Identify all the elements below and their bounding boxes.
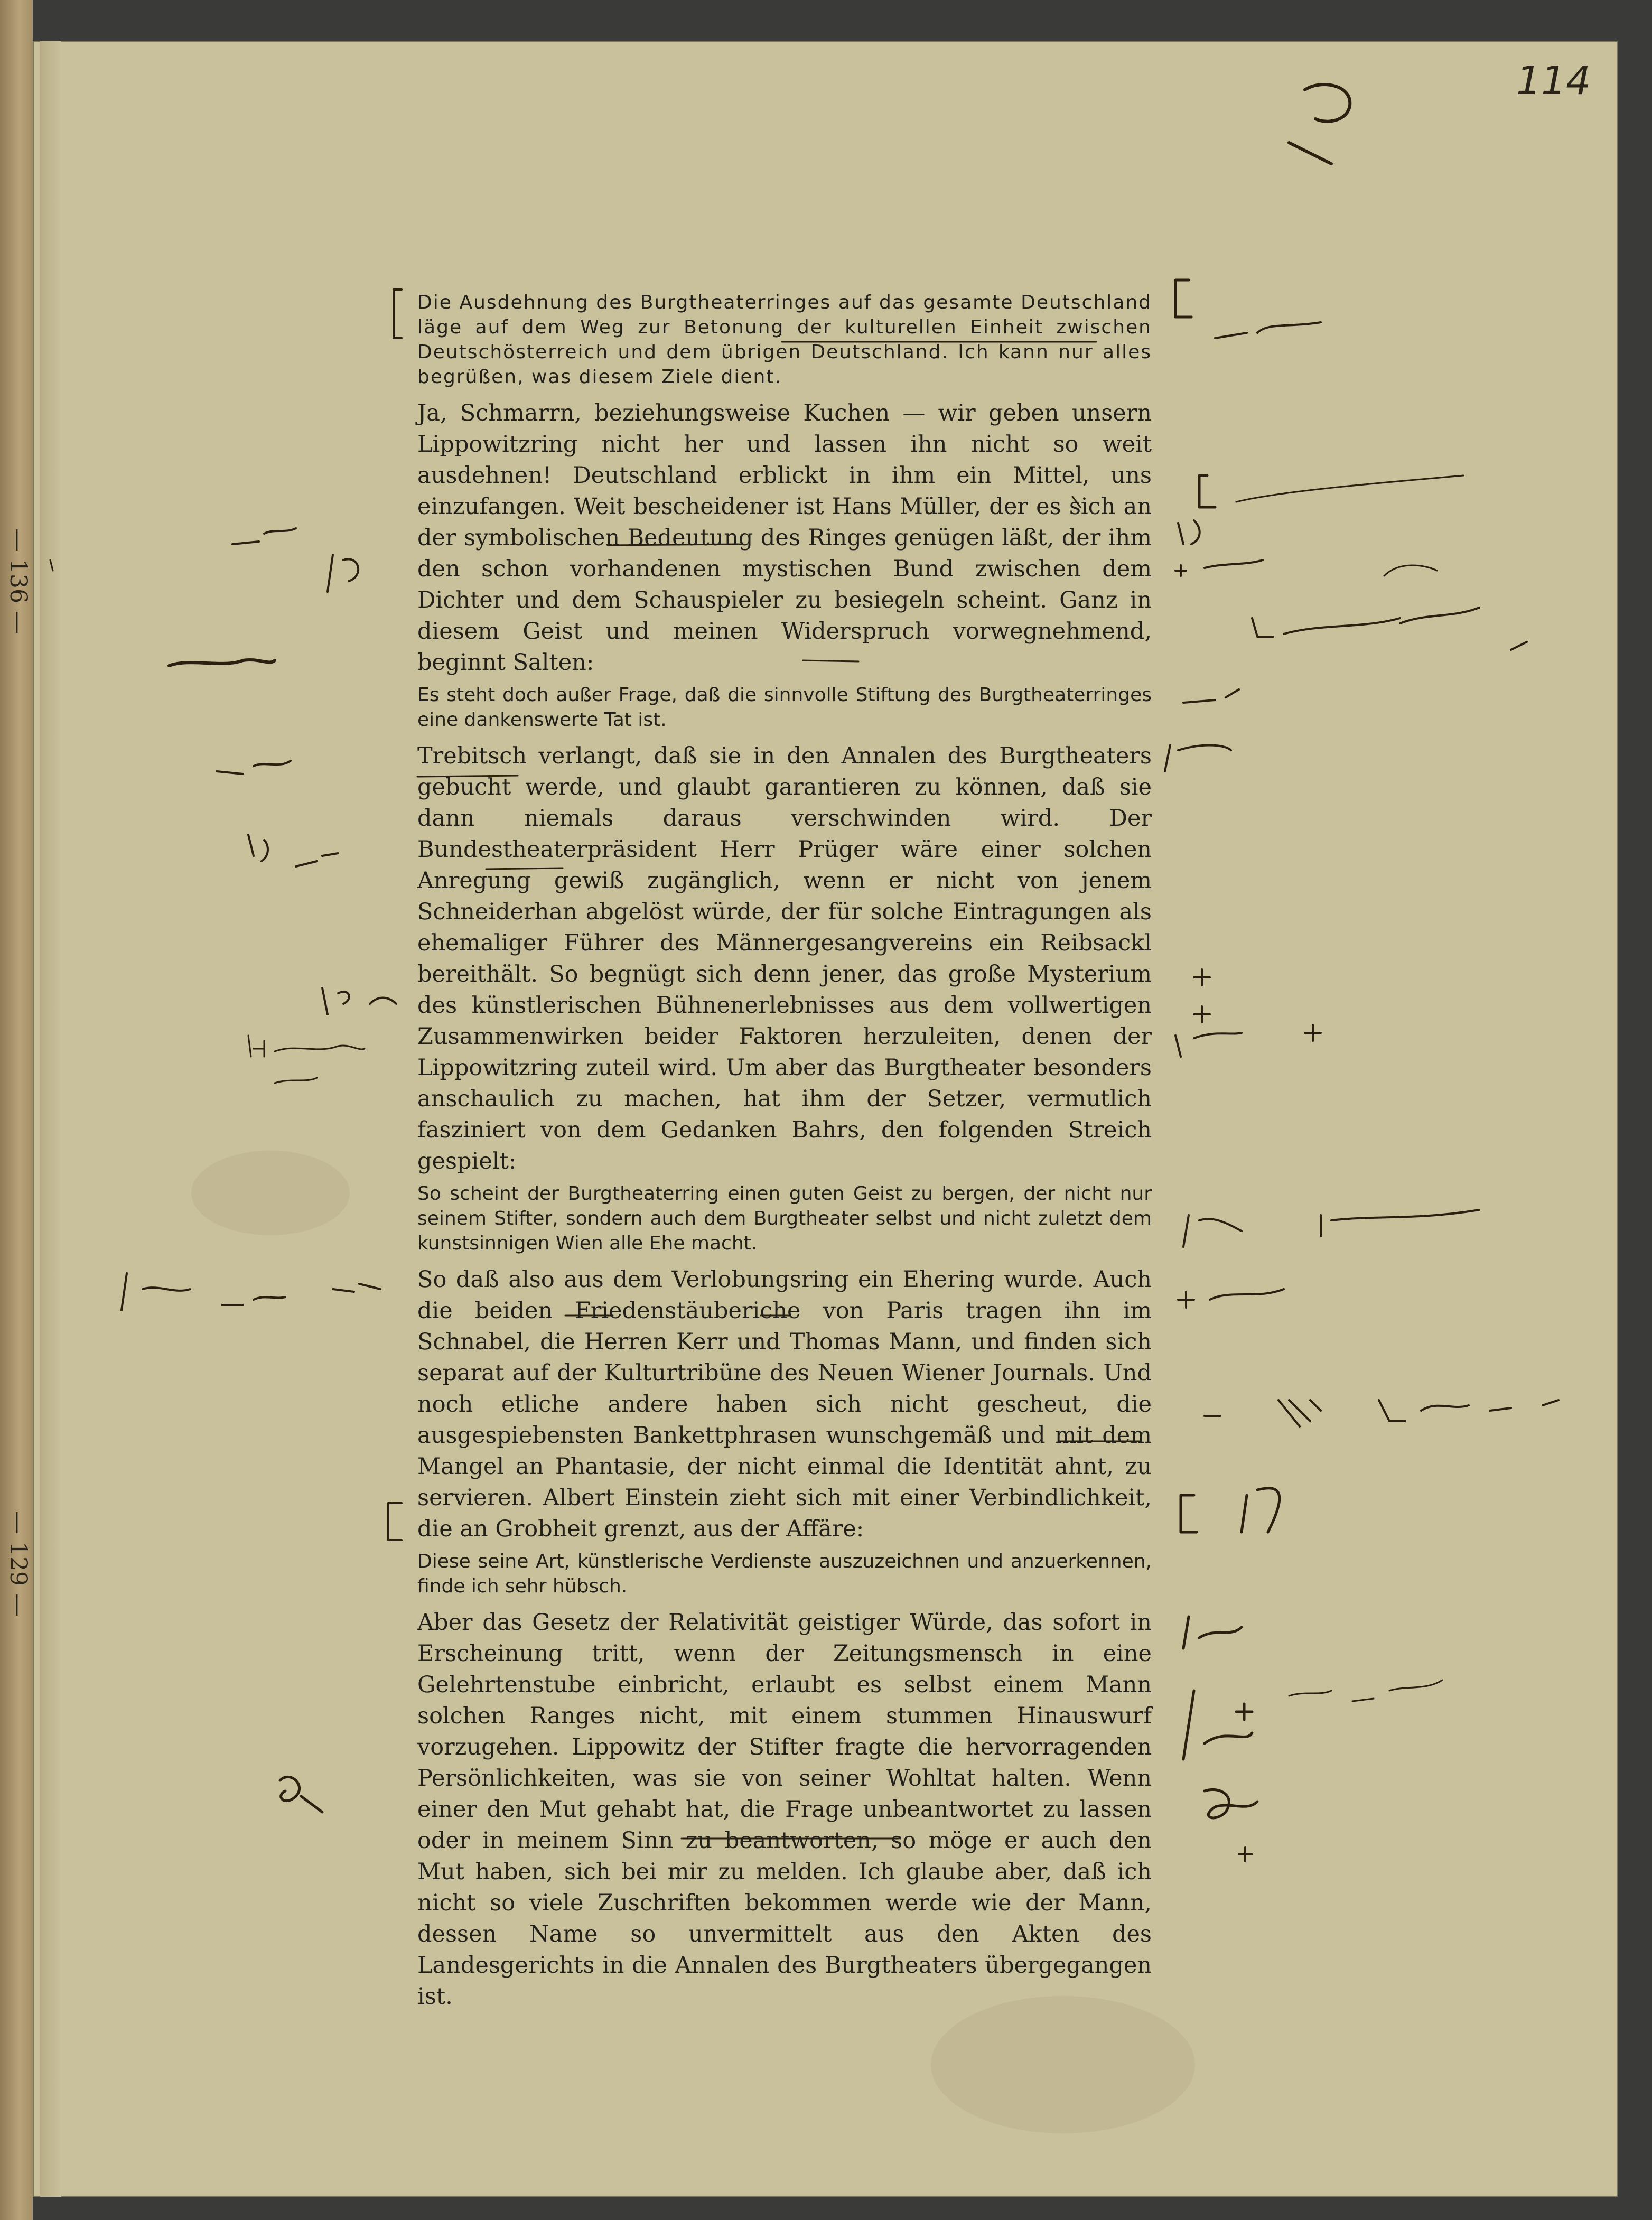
side-page-number-129: — 129 — xyxy=(5,1511,32,1617)
quote-block: Diese seine Art, künstlerische Verdienste auszuzeichnen und anzuerkennen, finde ich sehr hübsch. xyxy=(417,1551,1152,1597)
paragraph: So daß also aus dem Verlobungsring ein Ehering wurde. Auch die beiden Friedenstäuberiche von Paris tragen ihn im Schnabel, die Herren Kerr und Thomas Mann, und finden sich separat auf der Kulturtribüne des Neuen Wiener Journals. Und noch etliche andere haben sich nicht gescheut, die ausgespiebensten Bankettphrasen wunschgemäß und mit dem Mangel an Phantasie, der nicht einmal die Identität ahnt, zu servieren. Albert Einstein zieht sich mit einer Verbindlichkeit, die an Grobheit grenzt, aus der Affäre: xyxy=(417,1266,1152,1542)
book-binding xyxy=(0,0,33,2220)
quote-block: Es steht doch außer Frage, daß die sinnvolle Stiftung des Burgtheaterringes eine dankenswerte Tat ist. xyxy=(417,684,1152,731)
paper-stain xyxy=(191,1151,350,1235)
page-edge xyxy=(40,41,61,2197)
quote-block: So scheint der Burgtheaterring einen guten Geist zu bergen, der nicht nur seinem Stifter, sondern auch dem Burgtheater selbst und nicht zuletzt dem kunstsinnigen Wien alle Ehe macht. xyxy=(417,1183,1152,1254)
side-page-number-136: — 136 — xyxy=(5,528,32,634)
page-number: 114 xyxy=(1516,58,1591,104)
paragraph: Aber das Gesetz der Relativität geistiger Würde, das sofort in Erscheinung tritt, wenn der Zeitungsmensch in eine Gelehrtenstube einbricht, erlaubt es selbst einem Mann solchen Ranges nicht, mit einem stummen Hinauswurf vorzugehen. Lippowitz der Stifter fragte die hervorragenden Persönlichkeiten, was sie von seiner Wohltat halten. Wenn einer den Mut gehabt hat, die Frage unbeantwortet zu lassen oder in meinem Sinn zu beantworten, so möge er auch den Mut haben, sich bei mir zu melden. Ich glaube aber, daß ich nicht so viele Zuschriften bekommen werde wie der Mann, dessen Name so unvermittelt aus den Akten des Landesgerichts in die Annalen des Burgtheaters übergegangen ist. xyxy=(417,1609,1152,2010)
paragraph: Trebitsch verlangt, daß sie in den Annalen des Burgtheaters gebucht werde, und glaubt garantieren zu können, daß sie dann niemals daraus verschwinden wird. Der Bundestheaterpräsident Herr Prüger wäre einer solchen Anregung gewiß zugänglich, wenn er nicht von jenem Schneiderhan abgelöst würde, der für solche Eintragungen als ehemaliger Führer des Männergesangvereins ein Reibsackl bereithält. So begnügt sich denn jener, das große Mysterium des künstlerischen Bühnenerlebnisses aus dem vollwertigen Zusammenwirken beider Faktoren herzuleiten, denen der Lippowitzring zuteil wird. Um aber das Burgtheater besonders anschaulich zu machen, hat ihm der Setzer, vermutlich fasziniert von dem Gedanken Bahrs, den folgenden Streich gespielt: xyxy=(417,743,1152,1174)
paragraph: Ja, Schmarrn, beziehungsweise Kuchen — wir geben unsern Lippowitzring nicht her und lassen ihn nicht so weit ausdehnen! Deutschland erblickt in ihm ein Mittel, uns einzufangen. Weit bescheidener ist Hans Müller, der es sich an der symbolischen Bedeutung des Ringes genügen läßt, der ihm den schon vorhandenen mystischen Bund zwischen dem Dichter und dem Schauspieler zu besiegeln scheint. Ganz in diesem Geist und meinen Widerspruch vorwegnehmend, beginnt Salten: xyxy=(417,400,1152,676)
quote-block: Die Ausdehnung des Burgtheaterringes auf das gesamte Deutschland läge auf dem Weg zur Betonung der kulturellen Einheit zwischen Deutschösterreich und dem übrigen Deutschland. Ich kann nur alles begrüßen, was diesem Ziele dient. xyxy=(417,292,1152,388)
paper-stain xyxy=(931,1996,1195,2133)
article-text xyxy=(417,288,1152,2017)
